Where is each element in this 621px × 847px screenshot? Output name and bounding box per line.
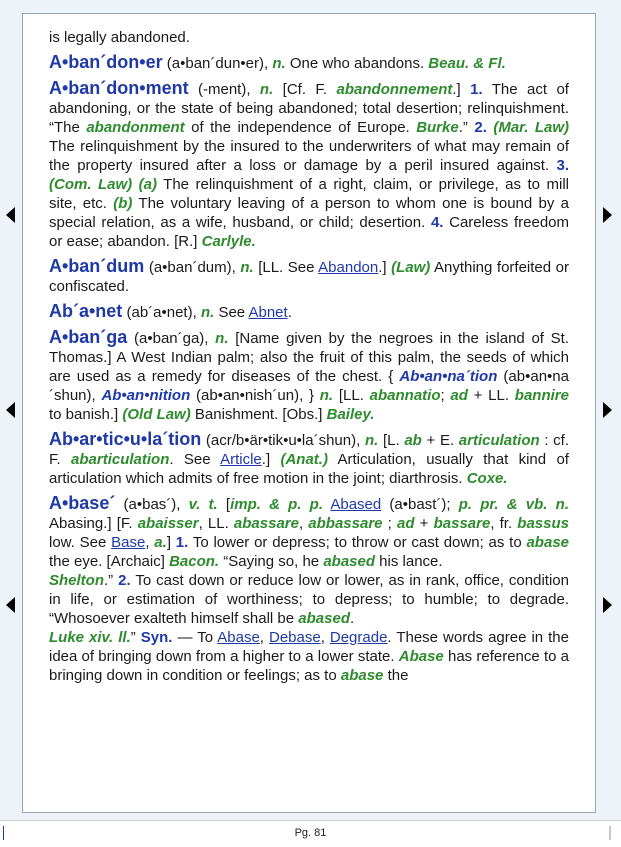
part-of-speech: n. <box>240 259 254 276</box>
field-label: (Com. Law) (a) <box>49 176 157 193</box>
subsense-label: (b) <box>113 195 133 212</box>
etymology: abassare <box>233 515 299 532</box>
part-of-speech: n. <box>272 55 286 72</box>
sense-number: 1. <box>175 534 189 551</box>
sense-number: 2. <box>474 119 487 136</box>
source: Carlyle. <box>201 233 256 250</box>
etymology: bannire <box>514 387 569 404</box>
etymology: articulation <box>458 432 540 449</box>
inflection-label: p. pr. & vb. n. <box>458 496 569 513</box>
source: Coxe. <box>466 470 508 487</box>
entry-abase: A•base´ (a•bas´), v. t. [imp. & p. p. Abased (a•bast´); p. pr. & vb. n. Abasing.] [F. abaisser, LL. abassare, abbassare ; ad + bassare, fr. bassus low. See Base, a.] 1. To lower or depress; to throw or cast down; as to abase the eye. [Archaic] Bacon. “Saying so, he abased his lance. Shelton.” 2. To cast down or reduce low or lower, as in rank, office, condition in life, or estimation of worthiness; to depress; to humble; to degrade. “Whosoever exalteth himself shall be abased. Luke xiv. ll.” Syn. — To Abase, Debase, Degrade. These words agree in the idea of bringing down from a higher to a lower state. Abase has reference to a bringing down in condition or feelings; as to abase the <box>49 493 570 684</box>
etymology: ad <box>450 387 468 404</box>
etymology: abandonnement <box>336 81 453 98</box>
part-of-speech: n. <box>215 330 229 347</box>
part-of-speech: n. <box>319 387 334 404</box>
headword: Ab´a•net <box>49 301 123 321</box>
field-label: (Law) <box>391 259 431 276</box>
headword: A•base´ <box>49 493 116 513</box>
sense-number: 3. <box>556 157 569 174</box>
next-page-arrow-icon[interactable] <box>603 597 612 613</box>
etymology: a. <box>154 534 167 551</box>
continuation-text: is legally abandoned. <box>49 29 190 46</box>
etymology: abannatio <box>369 387 441 404</box>
cross-reference-link[interactable]: Abandon <box>318 259 379 276</box>
cross-reference-link[interactable]: Abnet <box>248 304 288 321</box>
headword: A•ban´ga <box>49 327 128 347</box>
headword: A•ban´don•ment <box>49 78 189 98</box>
sense-number: 1. <box>470 81 483 98</box>
entry-abandoner: A•ban´don•er (a•ban´dun•er), n. One who abandons. Beau. & Fl. <box>49 52 506 72</box>
source: Shelton <box>49 572 104 589</box>
quoted-word: abase <box>526 534 570 551</box>
variant-headword: Ab•an•nition <box>101 387 191 404</box>
headword: Ab•ar•tic•u•la´tion <box>49 429 202 449</box>
page-content <box>23 14 595 685</box>
source: Beau. & Fl. <box>428 55 506 72</box>
etymology: ad <box>397 515 415 532</box>
headword: A•ban´dum <box>49 256 145 276</box>
quoted-word: Abase <box>398 648 444 665</box>
part-of-speech: n. <box>259 81 274 98</box>
field-label: (Mar. Law) <box>486 119 569 136</box>
sense-number: 4. <box>430 214 444 231</box>
sense-number: 2. <box>118 572 131 589</box>
next-page-arrow-icon[interactable] <box>603 402 612 418</box>
variant-headword: Ab•an•na´tion <box>399 368 498 385</box>
cross-reference-link[interactable]: Base <box>111 534 146 551</box>
previous-page-arrow-icon[interactable] <box>6 597 15 613</box>
cross-reference-link[interactable]: Article <box>220 451 262 468</box>
entry-abarticulation: Ab•ar•tic•u•la´tion (acr/b•är•tik•u•la´shun), n. [L. ab + E. articulation : cf. F. abarticulation. See Article.] (Anat.) Articulation, usually that kind of articulation which admits of free motion in the joint; diarthrosis. Coxe. <box>49 429 570 487</box>
cross-reference-link[interactable]: Degrade <box>329 629 388 646</box>
etymology: abbassare <box>308 515 383 532</box>
entry-abanet: Ab´a•net (ab´a•net), n. See Abnet. <box>49 301 292 321</box>
field-label: (Anat.) <box>280 451 328 468</box>
quoted-word: abased <box>323 553 376 570</box>
part-of-speech: n. <box>200 304 215 321</box>
field-label: (Old Law) <box>122 406 191 423</box>
quoted-word: abase <box>340 667 384 684</box>
etymology: abarticulation <box>71 451 170 468</box>
headword: A•ban´don•er <box>49 52 163 72</box>
entry-abandonment: A•ban´don•ment (-ment), n. [Cf. F. abandonnement.] 1. The act of abandoning, or the state of being abandoned; total desertion; relinquishment. “The abandonment of the independence of Europe. Burke.” 2. (Mar. Law) The relinquishment by the insured to the underwriters of what may remain of the property insured after a loss or damage by a peril insured against. 3. (Com. Law) (a) The relinquishment of a right, claim, or privilege, as to mill site, etc. (b) The voluntary leaving of a person to whom one is bound by a special relation, as a wife, husband, or child; desertion. 4. Careless freedom or ease; abandon. [R.] Carlyle. <box>49 78 569 250</box>
quoted-word: abandonment <box>86 119 185 136</box>
cross-reference-link[interactable]: Abase <box>217 629 260 646</box>
cross-reference-link[interactable]: Debase <box>268 629 321 646</box>
status-bar <box>0 820 621 847</box>
part-of-speech: n. <box>364 432 379 449</box>
cross-reference-link[interactable]: Abased <box>330 496 382 513</box>
source: Bailey. <box>326 406 375 423</box>
quoted-word: abased <box>298 610 350 627</box>
previous-page-arrow-icon[interactable] <box>6 402 15 418</box>
synonyms-label: Syn. <box>140 629 173 646</box>
previous-page-arrow-icon[interactable] <box>6 207 15 223</box>
source: Burke <box>416 119 459 136</box>
source: Luke xiv. ll. <box>49 629 131 646</box>
entry-abanga: A•ban´ga (a•ban´ga), n. [Name given by the negroes in the island of St. Thomas.] A West Indian palm; also the fruit of this palm, the seeds of which are used as a remedy for diseases of the chest. { Ab•an•na´tion (ab•an•na´shun), Ab•an•nition (ab•an•nish´un), } n. [LL. abannatio; ad + LL. bannire to banish.] (Old Law) Banishment. [Obs.] Bailey. <box>49 327 569 423</box>
etymology: bassare <box>433 515 491 532</box>
resize-grip-icon[interactable] <box>609 826 611 840</box>
etymology: abaisser <box>137 515 199 532</box>
part-of-speech: v. t. <box>188 496 218 513</box>
page-number: Pg. 81 <box>294 827 327 839</box>
source: Bacon. <box>169 553 220 570</box>
inflection-label: imp. & p. p. <box>230 496 323 513</box>
dictionary-page <box>22 13 596 813</box>
etymology: ab <box>404 432 422 449</box>
entry-abandum: A•ban´dum (a•ban´dum), n. [LL. See Abandon.] (Law) Anything forfeited or confiscated. <box>49 256 569 295</box>
etymology: bassus <box>517 515 569 532</box>
next-page-arrow-icon[interactable] <box>603 207 612 223</box>
